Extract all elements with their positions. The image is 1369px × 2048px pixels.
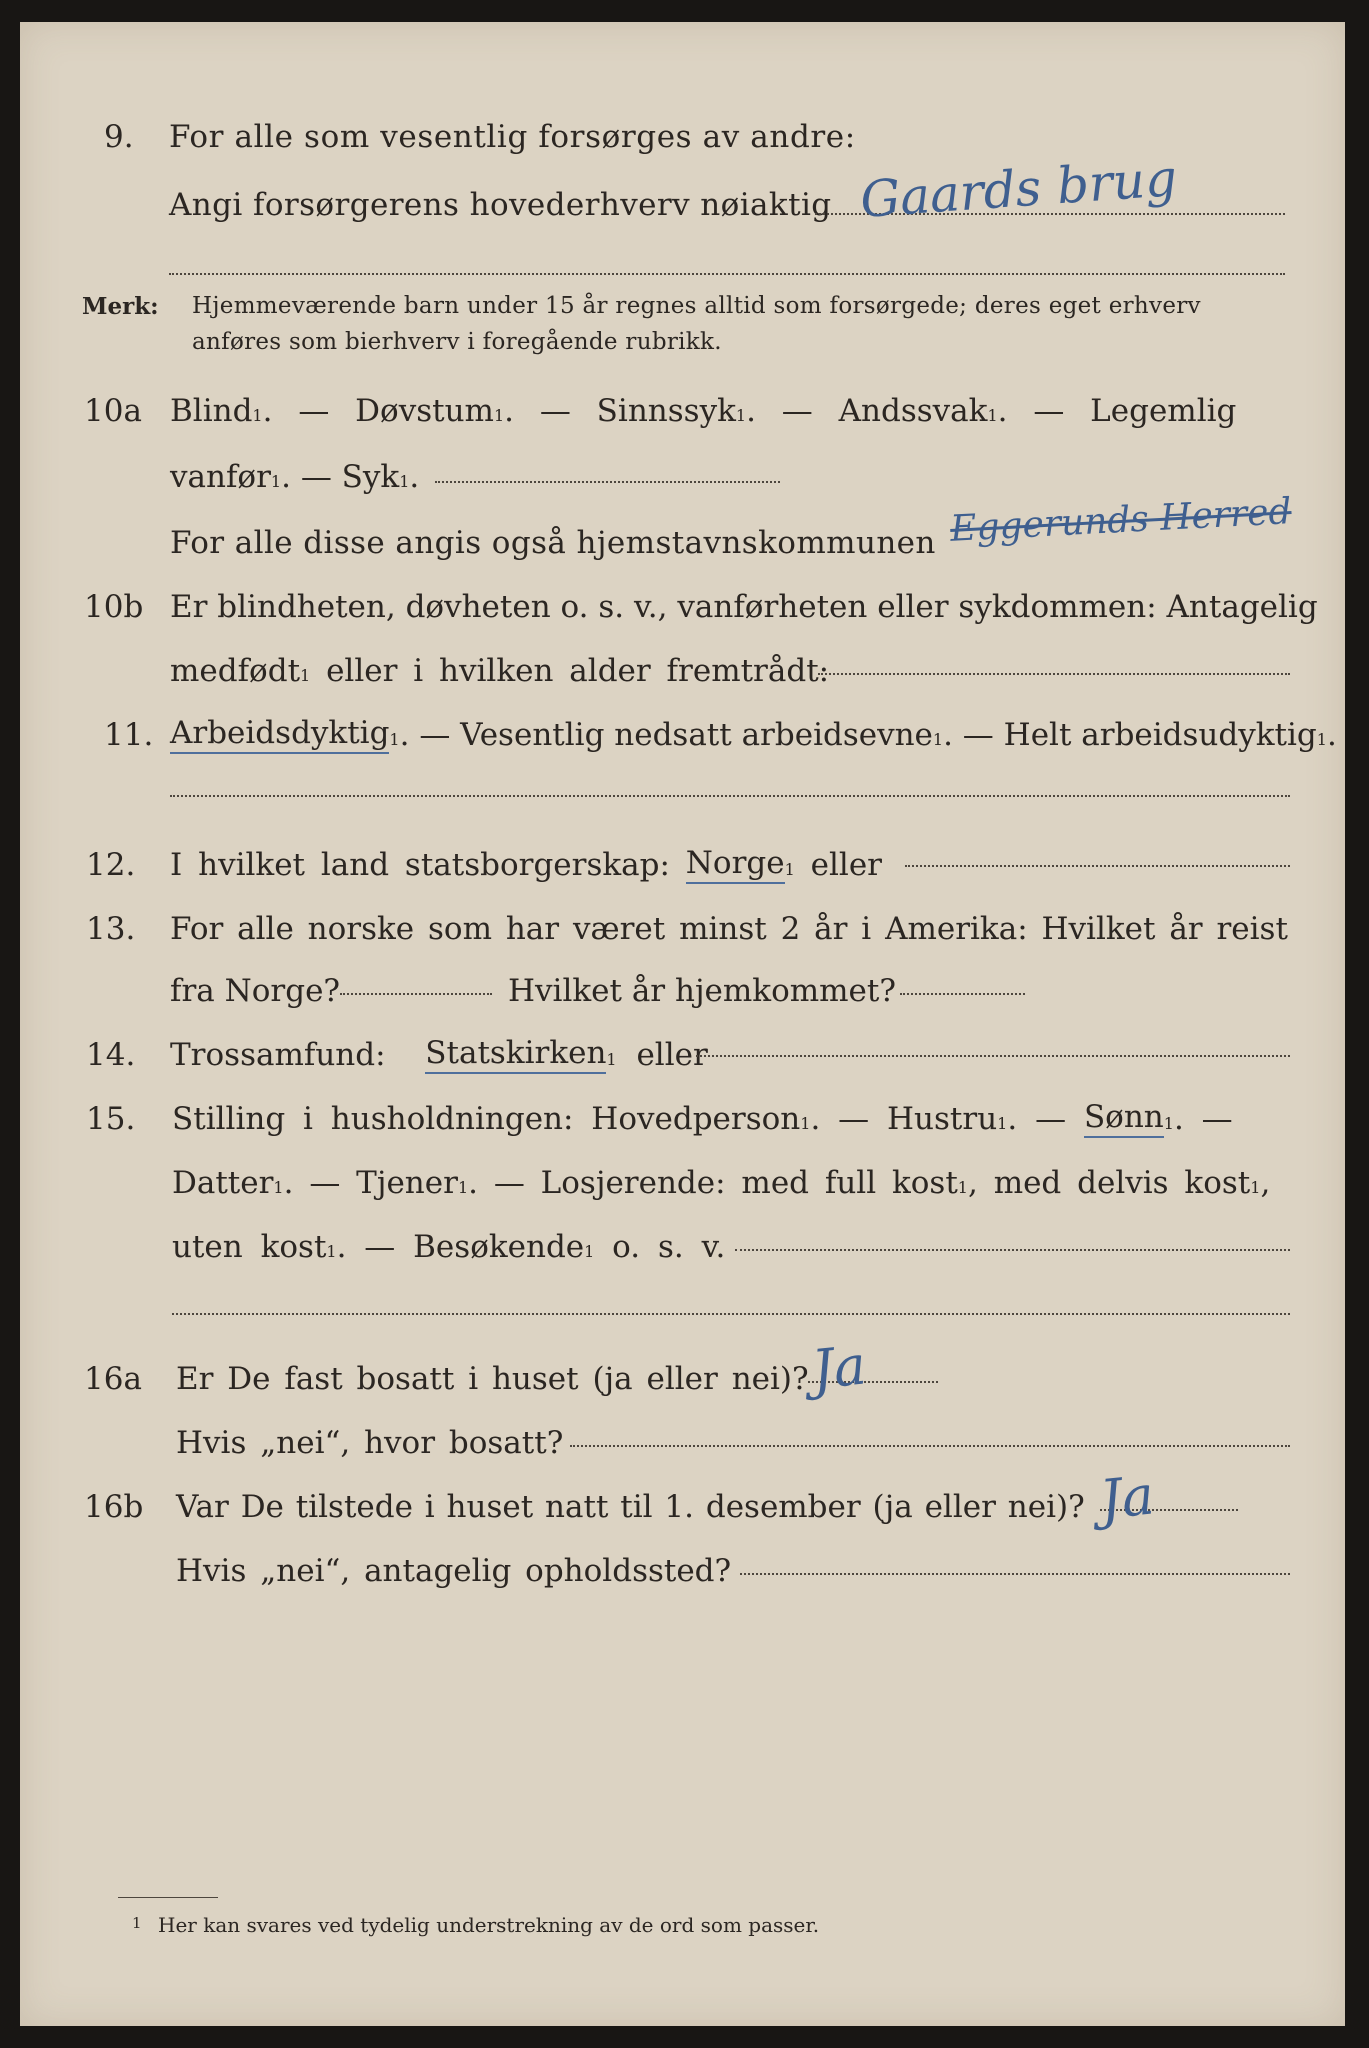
opt-besokende[interactable]: . — Besøkende [336,1229,585,1265]
opt-hustru[interactable]: . — Hustru [810,1101,998,1137]
q11-number: 11. [104,717,154,753]
q15-sep: . — [1007,1101,1067,1137]
opt-vanfor[interactable]: vanfør [170,459,271,495]
q15-line1 [0,1090,1369,1138]
q12-number: 12. [86,847,136,883]
q10b-text-line1: Er blindheten, døvheten o. s. v., vanførheten eller sykdommen: Antagelig [170,589,1318,625]
q13-line1 [0,900,1369,948]
q15-number: 15. [86,1101,136,1137]
opt-arbeidsdyktig[interactable]: Arbeidsdyktig [170,714,389,754]
q10b-line2 [0,642,1369,690]
q12-eller: eller [794,847,882,883]
opt-medfodt[interactable]: medfødt [170,653,301,689]
q13-number: 13. [86,911,136,947]
q13-text-line2b: Hvilket år hjemkommet? [508,973,896,1009]
footnote-text: Her kan svares ved tydelig understrekning av de ord som passer. [158,1913,820,1937]
q15-osv: o. s. v. [594,1229,726,1265]
q10b-answer-line [818,672,1290,675]
q15-line2-end: , [1260,1165,1271,1201]
q10b-line1 [0,578,1369,626]
q10a-text-line3: For alle disse angis også hjemstavnskommunen [170,525,936,561]
q16a-number: 16a [84,1361,142,1397]
q16a-bosatt-line [570,1444,1290,1447]
q16a-line2 [0,1414,1369,1462]
q10a-answer-handwriting[interactable]: Eggerunds Herred [949,491,1293,550]
q15-text-line2: Datter $^1$ . — Tjener $^1$ . — Losjerende: med full kost $^1$ , med delvis kost $^1$ , [172,1165,1271,1201]
q11-extra-line [170,794,1290,797]
q11-end: . [1326,717,1337,753]
opt-delvis-kost[interactable]: , med delvis kost [967,1165,1251,1201]
q10a-number: 10a [84,393,142,429]
q9-text-line2: Angi forsørgerens hovederhverv nøiaktig [169,187,832,223]
q9-number: 9. [104,119,134,155]
opt-sonn[interactable]: Sønn [1084,1098,1164,1138]
q10a-line2 [0,448,1369,496]
footnote-divider [118,1896,218,1898]
q12-answer-line [905,864,1290,867]
opt-andssvak[interactable]: . — Andssvak [746,393,988,429]
opt-full-kost[interactable]: . — Losjerende: med full kost [468,1165,958,1201]
opt-uten-kost[interactable]: uten kost [172,1229,327,1265]
merk-label: Merk: [82,293,159,320]
q9-answer-handwriting[interactable]: Gaards brug [858,149,1179,229]
q10a-text-line1: Blind $^1$ . — Døvstum $^1$ . — Sinnssyk $^1$ . — Andssvak $^1$ . — Legemlig [170,393,1237,429]
q14-line [0,1026,1369,1074]
q14-question: Trossamfund: [170,1037,386,1073]
q15-sep2: . — [1173,1101,1233,1137]
opt-legemlig[interactable]: . — Legemlig [997,393,1237,429]
opt-norge[interactable]: Norge [686,844,785,884]
q14-answer-line [696,1054,1290,1057]
q16a-line1 [0,1350,1369,1398]
q10a-line1 [0,382,1369,430]
opt-blind[interactable]: Blind [170,393,253,429]
q16b-text-line2: Hvis „nei“, antagelig opholdssted? [176,1553,732,1589]
q9-extra-line [169,272,1285,275]
q10b-line2-rest: eller i hvilken alder fremtrådt: [310,653,830,689]
q10a-text-line2: vanfør $^1$ . — Syk $^1$ . [170,459,420,495]
q10b-number: 10b [84,589,144,625]
q12-line [0,836,1369,884]
q12-text: I hvilket land statsborgerskap: Norge $^1$ eller [170,845,882,883]
q9-text-line1: For alle som vesentlig forsørges av andre: [169,119,856,155]
q16b-number: 16b [84,1489,144,1525]
q14-number: 14. [86,1037,136,1073]
q11-line [0,706,1369,754]
opt-sinnssyk[interactable]: . — Sinnssyk [504,393,736,429]
opt-datter[interactable]: Datter [172,1165,274,1201]
q13-reist-line [340,992,492,995]
q16a-text-line2: Hvis „nei“, hvor bosatt? [176,1425,564,1461]
opt-tjener[interactable]: . — Tjener [283,1165,458,1201]
footnote-mark-1: 1 [132,1914,142,1932]
q15-line3 [0,1218,1369,1266]
q13-hjemkommet-line [900,992,1025,995]
opt-hovedperson[interactable]: Stilling i husholdningen: Hovedperson [172,1101,801,1137]
q10a-syk-line [435,480,780,483]
q15-line2 [0,1154,1369,1202]
opt-udyktig[interactable]: . — Helt arbeidsudyktig [943,717,1317,753]
q16b-answer-handwriting[interactable]: Ja [1096,1463,1157,1532]
q13-text-line1: For alle norske som har været minst 2 år i Amerika: Hvilket år reist [170,911,1288,947]
q16b-line2 [0,1542,1369,1590]
opt-syk[interactable]: . — Syk [281,459,400,495]
q10a-line2-end: . [409,459,420,495]
q15-text-line3: uten kost $^1$ . — Besøkende $^1$ o. s. v. [172,1229,726,1265]
q16a-answer-handwriting[interactable]: Ja [808,1333,869,1402]
merk-line2: anføres som bierhverv i foregående rubrikk. [192,329,722,355]
q13-text-line2a: fra Norge? [170,973,341,1009]
q15-answer-line [735,1248,1290,1251]
merk-line1: Hjemmeværende barn under 15 år regnes alltid som forsørgede; deres eget erhverv [192,293,1201,319]
q15-extra-line [172,1312,1290,1315]
opt-nedsatt[interactable]: . — Vesentlig nedsatt arbeidsevne [399,717,933,753]
q11-text: Arbeidsdyktig $^1$ . — Vesentlig nedsatt arbeidsevne $^1$ . — Helt arbeidsudyktig $^1$ . [170,715,1337,753]
opt-dovstum[interactable]: . — Døvstum [262,393,494,429]
q16b-text-line1: Var De tilstede i huset natt til 1. desember (ja eller nei)? [176,1489,1085,1525]
q14-eller: eller [616,1037,708,1073]
q15-text-line1: Stilling i husholdningen: Hovedperson $^1$ . — Hustru $^1$ . — Sønn $^1$ . — [172,1099,1233,1137]
q10b-text-line2: medfødt $^1$ eller i hvilken alder fremtrådt: [170,653,830,689]
q16a-text-line1: Er De fast bosatt i huset (ja eller nei)? [176,1361,809,1397]
q12-question: I hvilket land statsborgerskap: [170,847,670,883]
q13-line2 [0,962,1369,1010]
q16b-line1 [0,1478,1369,1526]
q14-text: Trossamfund: Statskirken $^1$ eller [170,1035,708,1073]
opt-statskirken[interactable]: Statskirken [425,1034,606,1074]
q16b-opholdssted-line [740,1572,1290,1575]
